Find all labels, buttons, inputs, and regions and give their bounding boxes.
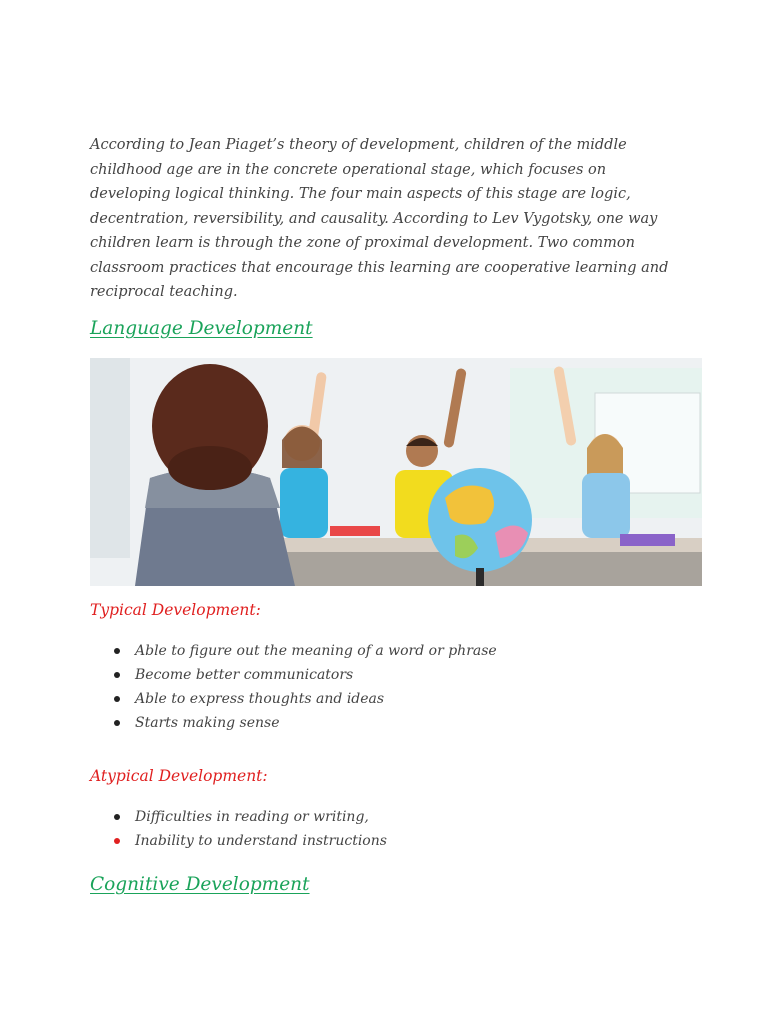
language-development-heading[interactable]: Language Development <box>90 318 313 339</box>
intro-paragraph: According to Jean Piaget’s theory of development, children of the middle childhood age are in the concrete operational stage, which focuses on developing logical thinking. The four main aspects of this stage are logic, decentration, reversibility, and causality. According to Lev Vygotsky, one way children learn is through the zone of proximal development. Two common classroom practices that encourage this learning are cooperative learning and reciprocal teaching. <box>90 137 669 300</box>
bullet-icon <box>114 720 120 726</box>
bullet-icon <box>114 672 120 678</box>
list-item-text: Become better communicators <box>135 667 354 683</box>
list-item <box>110 805 387 829</box>
list-item <box>110 639 497 663</box>
list-item-text: Inability to understand instructions <box>135 833 387 849</box>
list-item-text: Difficulties in reading or writing, <box>135 809 369 825</box>
list-item-text: Able to figure out the meaning of a word or phrase <box>135 643 497 659</box>
list-item-text: Able to express thoughts and ideas <box>135 691 385 707</box>
bullet-icon <box>114 838 120 844</box>
bullet-icon <box>114 696 120 702</box>
list-item-text: Starts making sense <box>135 715 280 731</box>
atypical-development-heading: Atypical Development: <box>90 767 268 785</box>
typical-development-list <box>110 639 497 735</box>
classroom-photo <box>90 358 702 586</box>
list-item <box>110 663 497 687</box>
bullet-icon <box>114 648 120 654</box>
atypical-development-list <box>110 805 387 853</box>
bullet-icon <box>114 814 120 820</box>
cognitive-development-heading[interactable]: Cognitive Development <box>90 874 310 895</box>
list-item <box>110 829 387 853</box>
list-item <box>110 711 497 735</box>
typical-development-heading: Typical Development: <box>90 601 261 619</box>
list-item <box>110 687 497 711</box>
